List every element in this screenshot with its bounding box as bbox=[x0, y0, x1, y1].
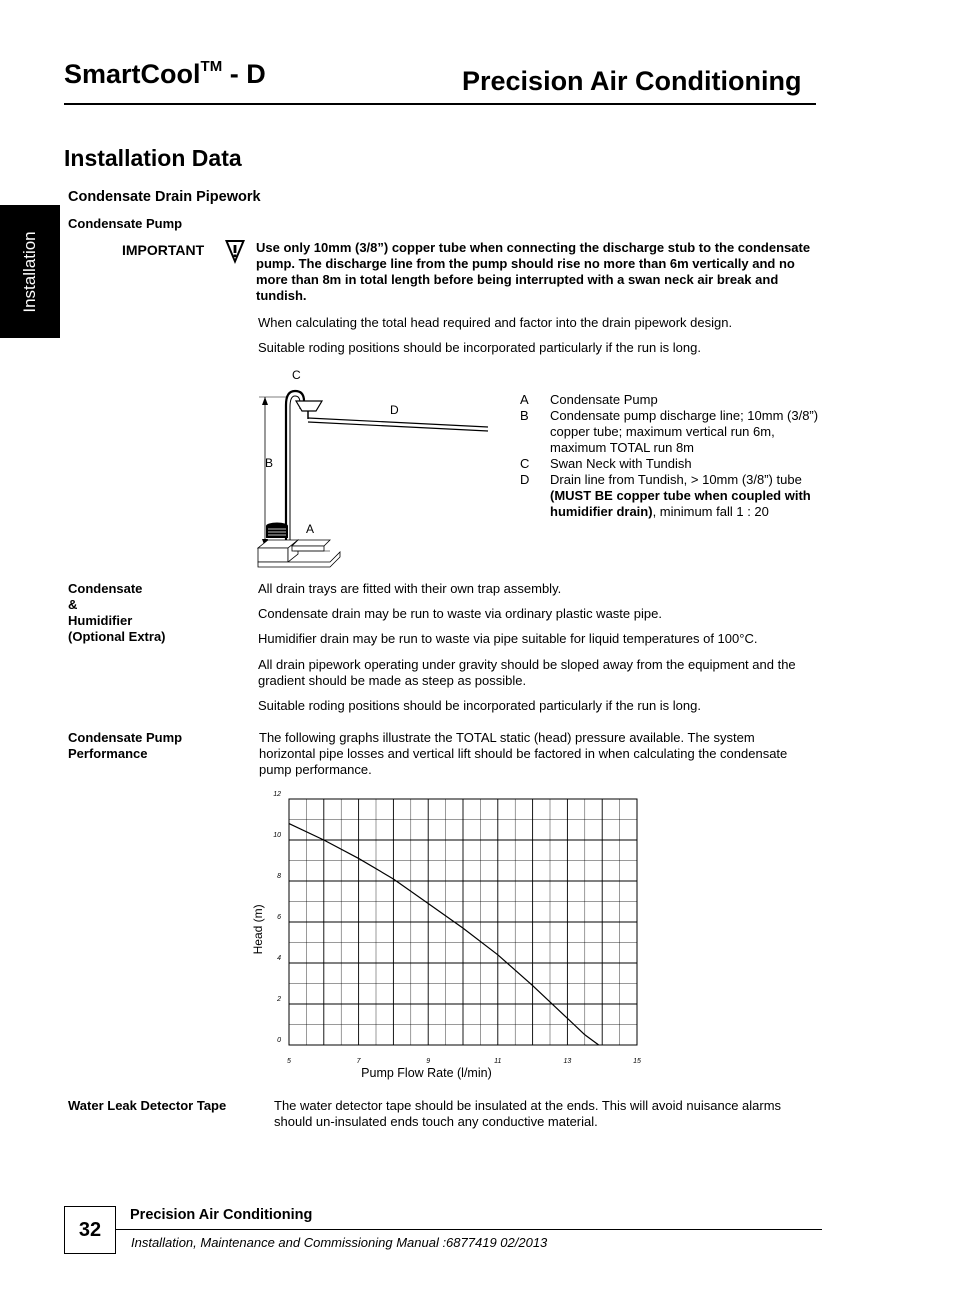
legend-text-bold: (MUST BE copper tube when coupled with humidifier drain) bbox=[550, 488, 811, 519]
pump-heading: Condensate Pump bbox=[68, 216, 183, 231]
discharge-pipe bbox=[286, 391, 304, 540]
y-tick-label: 8 bbox=[277, 873, 281, 880]
label-line: Humidifier bbox=[68, 613, 133, 628]
pump-base-front bbox=[258, 548, 288, 562]
y-tick-label: 10 bbox=[273, 832, 281, 839]
condensate-para-4: All drain pipework operating under gravity should be sloped away from the equipment and the gradient should be made as steep as possible. bbox=[258, 657, 796, 688]
x-axis-label: Pump Flow Rate (l/min) bbox=[361, 1066, 492, 1080]
legend-row-c bbox=[520, 456, 820, 472]
label-line: Performance bbox=[68, 746, 148, 761]
legend-key: B bbox=[520, 408, 529, 423]
footer-title: Precision Air Conditioning bbox=[130, 1207, 313, 1223]
condensate-para-5: Suitable roding positions should be incorporated particularly if the run is long. bbox=[258, 698, 701, 713]
water-leak-text: The water detector tape should be insulated at the ends. This will avoid nuisance alarms should un-insulated ends touch any conductive material. bbox=[274, 1098, 782, 1129]
label-line: (Optional Extra) bbox=[68, 629, 166, 644]
condensate-humidifier-label bbox=[68, 581, 166, 645]
x-tick-label: 9 bbox=[426, 1058, 431, 1065]
drain-line-bottom bbox=[308, 422, 488, 431]
drain-heading: Condensate Drain Pipework bbox=[68, 189, 261, 205]
y-tick-label: 6 bbox=[277, 914, 281, 921]
header-rule bbox=[64, 103, 816, 105]
important-label: IMPORTANT bbox=[122, 242, 205, 258]
y-tick-label: 2 bbox=[277, 996, 281, 1003]
pump-performance-chart bbox=[240, 785, 660, 1085]
document-title: Precision Air Conditioning bbox=[462, 66, 802, 96]
important-text: Use only 10mm (3/8”) copper tube when connecting the discharge stub to the condensate pump. The discharge line from the pump should rise no more than 6m vertically and no more than 8m in total length before being interrupted with a swan neck air break and tundish. bbox=[256, 240, 811, 303]
y-tick-label: 12 bbox=[273, 791, 281, 798]
pump-tray-top bbox=[292, 540, 330, 546]
label-line: & bbox=[68, 597, 78, 612]
footer-rule bbox=[116, 1229, 822, 1230]
x-tick-label: 15 bbox=[633, 1058, 641, 1065]
legend-key: C bbox=[520, 456, 530, 471]
legend-text bbox=[550, 472, 820, 520]
legend-row-d bbox=[520, 472, 820, 520]
y-axis-label: Head (m) bbox=[251, 904, 265, 955]
condensate-pipework-diagram bbox=[250, 365, 500, 570]
warning-icon bbox=[224, 239, 246, 265]
dimension-arrow-top bbox=[262, 397, 268, 405]
x-tick-label: 13 bbox=[563, 1058, 572, 1065]
condensate-para-3: Humidifier drain may be run to waste via pipe suitable for liquid temperatures of 100°C. bbox=[258, 631, 758, 646]
side-tab-installation bbox=[0, 205, 60, 338]
label-c: C bbox=[292, 368, 301, 382]
drain-para-1: When calculating the total head required and factor into the drain pipework design. bbox=[258, 315, 733, 330]
legend-row-b bbox=[520, 408, 820, 456]
footer-subtitle: Installation, Maintenance and Commissioning Manual :6877419 02/2013 bbox=[131, 1235, 548, 1250]
pump-performance-label bbox=[68, 730, 182, 762]
pump-performance-text: The following graphs illustrate the TOTAL static (head) pressure available. The system horizontal pipe losses and vertical lift should be factored in when calculating the condensate pump performance. bbox=[259, 730, 788, 777]
legend-row-a bbox=[520, 392, 820, 408]
tundish bbox=[296, 401, 322, 411]
water-leak-label: Water Leak Detector Tape bbox=[68, 1098, 227, 1113]
x-tick-label: 5 bbox=[287, 1058, 291, 1065]
legend-key: A bbox=[520, 392, 529, 407]
drain-para-2: Suitable roding positions should be incorporated particularly if the run is long. bbox=[258, 340, 701, 355]
trademark-sup: TM bbox=[200, 58, 223, 75]
pump-tray-front bbox=[292, 546, 324, 551]
label-line: Condensate bbox=[68, 581, 143, 596]
brand-name: SmartCool bbox=[64, 59, 201, 89]
y-tick-label: 4 bbox=[277, 955, 281, 962]
brand-title bbox=[64, 58, 266, 90]
condensate-para-2: Condensate drain may be run to waste via ordinary plastic waste pipe. bbox=[258, 606, 662, 621]
label-b: B bbox=[265, 456, 274, 470]
discharge-pipe-inner bbox=[290, 396, 300, 540]
y-tick-label: 0 bbox=[277, 1037, 281, 1044]
performance-curve bbox=[289, 824, 599, 1045]
legend-text: Condensate pump discharge line; 10mm (3/8”) copper tube; maximum vertical run 6m, maximum TOTAL run 8m bbox=[550, 408, 819, 455]
legend-text: Condensate Pump bbox=[550, 392, 658, 407]
legend-text-post: , minimum fall 1 : 20 bbox=[652, 504, 769, 519]
page-number: 32 bbox=[64, 1206, 116, 1254]
section-title: Installation Data bbox=[64, 145, 242, 171]
legend-key: D bbox=[520, 472, 530, 487]
label-line: Condensate Pump bbox=[68, 730, 183, 745]
legend-text: Swan Neck with Tundish bbox=[550, 456, 692, 471]
legend-text-pre: Drain line from Tundish, > 10mm (3/8”) tube bbox=[550, 472, 802, 487]
brand-suffix: - D bbox=[222, 59, 266, 89]
x-tick-label: 7 bbox=[356, 1058, 361, 1065]
drain-line-top bbox=[308, 418, 488, 427]
label-a: A bbox=[306, 522, 315, 536]
label-d: D bbox=[390, 403, 399, 417]
condensate-para-1: All drain trays are fitted with their own trap assembly. bbox=[258, 581, 562, 596]
x-tick-label: 11 bbox=[494, 1058, 502, 1065]
diagram-legend bbox=[520, 392, 820, 520]
side-tab-label: Installation bbox=[20, 230, 39, 313]
